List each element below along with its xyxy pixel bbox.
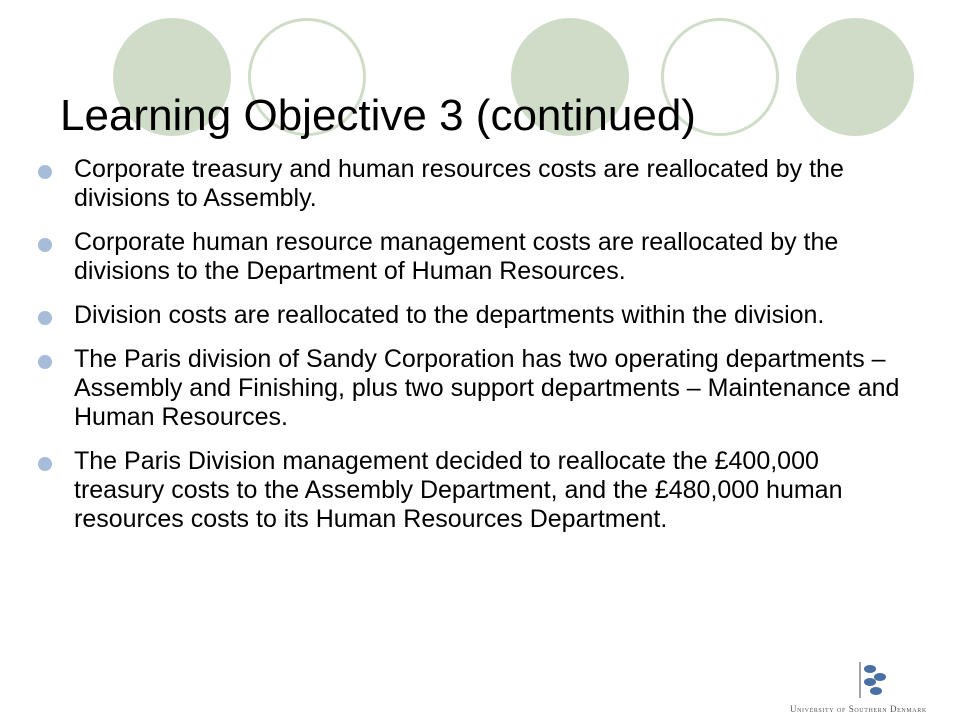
bullet-item [36, 301, 906, 330]
bullet-text: The Paris Division management decided to reallocate the £400,000 treasury costs to the Assembly Department, and the £480,000 human resources costs to its Human Resources Department. [74, 447, 843, 533]
slide-title: Learning Objective 3 (continued) [60, 91, 696, 140]
logo-text: University of Southern Denmark [790, 704, 927, 714]
bullet-text: Corporate treasury and human resources costs are reallocated by the divisions to Assembly. [74, 155, 844, 212]
bullet-item [36, 447, 906, 534]
bullet-dot-icon [38, 457, 52, 471]
leaf-logo-icon [848, 660, 890, 700]
bullet-text: The Paris division of Sandy Corporation has two operating departments – Assembly and Finishing, plus two support departments – Maintenance and Human Resources. [74, 345, 900, 431]
decorative-circle-filled [796, 18, 914, 136]
bullet-dot-icon [38, 165, 52, 179]
bullet-text: Corporate human resource management costs are reallocated by the divisions to the Department of Human Resources. [74, 228, 839, 285]
bullet-item [36, 228, 906, 286]
bullet-text: Division costs are reallocated to the departments within the division. [74, 301, 825, 329]
bullet-item [36, 345, 906, 432]
bullet-list [36, 155, 906, 549]
bullet-dot-icon [38, 355, 52, 369]
university-logo [790, 660, 955, 715]
bullet-item [36, 155, 906, 213]
bullet-dot-icon [38, 238, 52, 252]
bullet-dot-icon [38, 311, 52, 325]
